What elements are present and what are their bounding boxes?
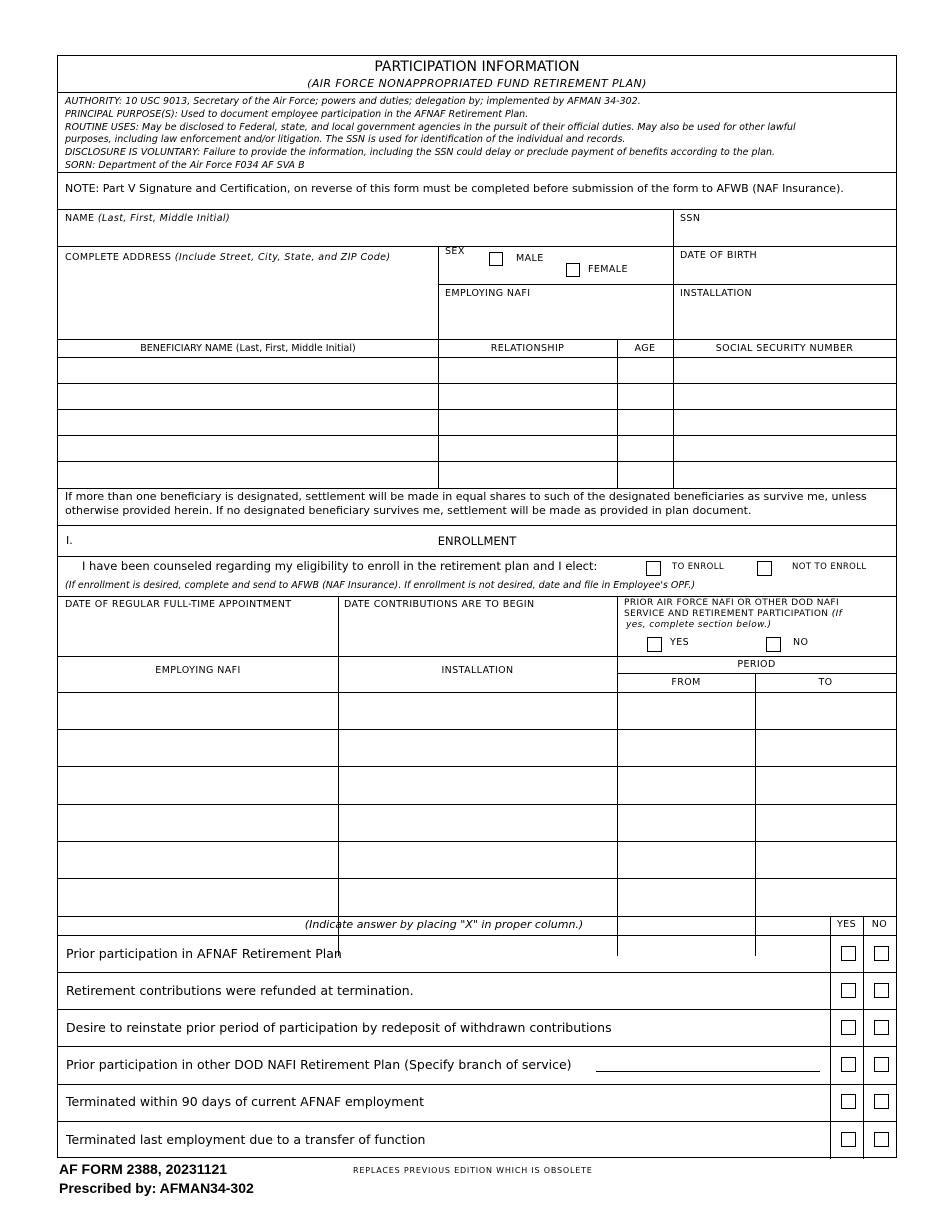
beneficiary-relationship-field[interactable] (439, 358, 616, 383)
prior-service-no-label: NO (793, 637, 809, 648)
installation-label: INSTALLATION (680, 288, 753, 299)
question-transfer-of-function: Terminated last employment due to a transfer of function (66, 1132, 426, 1147)
to-enroll-label: TO ENROLL (672, 562, 724, 572)
history-to-field[interactable] (756, 730, 895, 766)
address-field[interactable] (60, 266, 435, 338)
reinstate-yes-checkbox[interactable] (841, 1020, 856, 1035)
beneficiary-ssn-header: SOCIAL SECURITY NUMBER (715, 343, 854, 354)
beneficiary-ssn-field[interactable] (674, 410, 895, 435)
prior-service-label (624, 598, 894, 631)
question-contributions-refunded: Retirement contributions were refunded at termination. (66, 983, 414, 998)
history-nafi-field[interactable] (59, 730, 337, 766)
history-installation-header: INSTALLATION (441, 665, 514, 676)
page-title: PARTICIPATION INFORMATION (374, 59, 580, 75)
not-to-enroll-checkbox[interactable] (757, 561, 772, 576)
age-header: AGE (634, 343, 656, 354)
beneficiary-age-field[interactable] (618, 384, 672, 409)
terminated-90-days-yes-checkbox[interactable] (841, 1094, 856, 1109)
history-installation-field[interactable] (339, 805, 616, 841)
history-from-field[interactable] (618, 767, 754, 804)
beneficiary-age-field[interactable] (618, 358, 672, 383)
history-nafi-field[interactable] (59, 693, 337, 729)
contributions-refunded-yes-checkbox[interactable] (841, 983, 856, 998)
branch-of-service-field[interactable] (596, 1071, 820, 1072)
beneficiary-ssn-field[interactable] (674, 436, 895, 461)
replaces-notice: REPLACES PREVIOUS EDITION WHICH IS OBSOLETE (353, 1166, 593, 1175)
employing-nafi-label: EMPLOYING NAFI (445, 288, 531, 299)
history-to-field[interactable] (756, 842, 895, 878)
prior-service-label-line2: SERVICE AND RETIREMENT PARTICIPATION (624, 609, 829, 619)
beneficiary-age-field[interactable] (618, 410, 672, 435)
beneficiary-name-field[interactable] (59, 384, 437, 409)
female-checkbox[interactable] (566, 263, 580, 277)
yes-column-header: YES (836, 919, 857, 930)
form-2388 (57, 55, 897, 1158)
beneficiary-relationship-field[interactable] (439, 462, 616, 487)
other-dod-nafi-no-checkbox[interactable] (874, 1057, 889, 1072)
questions-instruction: (Indicate answer by placing "X" in proper column.) (304, 918, 584, 931)
history-nafi-field[interactable] (59, 879, 337, 916)
name-label: NAME (Last, First, Middle Initial) (65, 213, 231, 224)
contributions-date-label: DATE CONTRIBUTIONS ARE TO BEGIN (344, 599, 535, 610)
purpose-text: PRINCIPAL PURPOSE(S): Used to document employee participation in the AFNAF Retirement Plan. (65, 108, 529, 120)
beneficiary-name-field[interactable] (59, 462, 437, 487)
page-subtitle: (AIR FORCE NONAPPROPRIATED FUND RETIREMENT PLAN) (307, 77, 647, 90)
relationship-header: RELATIONSHIP (490, 343, 565, 354)
settlement-line-1: If more than one beneficiary is designated, settlement will be made in equal shares to such of the designated beneficiaries as survive me, unless (65, 490, 867, 503)
history-nafi-field[interactable] (59, 842, 337, 878)
enrollment-section-title: ENROLLMENT (437, 534, 517, 548)
beneficiary-ssn-field[interactable] (674, 384, 895, 409)
beneficiary-name-field[interactable] (59, 410, 437, 435)
disclosure-text: DISCLOSURE IS VOLUNTARY: Failure to provide the information, including the SSN could delay or preclude payment of benefits according to the plan. (65, 147, 776, 159)
note-text: NOTE: Part V Signature and Certification, on reverse of this form must be completed before submission of the form to AFWB (NAF Insurance). (65, 182, 844, 195)
question-prior-afnaf: Prior participation in AFNAF Retirement Plan (66, 946, 342, 961)
prior-service-yes-checkbox[interactable] (647, 637, 662, 652)
section-number: I. (66, 534, 73, 547)
dob-field[interactable] (676, 263, 894, 283)
address-label: COMPLETE ADDRESS (Include Street, City, State, and ZIP Code) (65, 252, 391, 263)
beneficiary-name-field[interactable] (59, 436, 437, 461)
history-installation-field[interactable] (339, 879, 616, 916)
ssn-field[interactable] (676, 226, 894, 245)
history-to-field[interactable] (756, 693, 895, 729)
contributions-date-field[interactable] (340, 613, 616, 655)
question-reinstate-participation: Desire to reinstate prior period of participation by redeposit of withdrawn contributions (66, 1020, 612, 1035)
history-installation-field[interactable] (339, 693, 616, 729)
history-installation-field[interactable] (339, 730, 616, 766)
sorn-text: SORN: Department of the Air Force F034 AF SVA B (65, 159, 305, 171)
prior-service-label-line1: PRIOR AIR FORCE NAFI OR OTHER DOD NAFI (624, 598, 840, 608)
history-from-field[interactable] (618, 879, 754, 916)
question-terminated-90-days: Terminated within 90 days of current AFNAF employment (66, 1094, 425, 1109)
female-label: FEMALE (588, 264, 628, 275)
beneficiary-relationship-field[interactable] (439, 384, 616, 409)
history-installation-field[interactable] (339, 767, 616, 804)
prior-service-yes-label: YES (670, 637, 690, 648)
contributions-refunded-no-checkbox[interactable] (874, 983, 889, 998)
male-checkbox[interactable] (489, 252, 503, 266)
transfer-of-function-yes-checkbox[interactable] (841, 1132, 856, 1147)
appointment-date-field[interactable] (60, 613, 336, 655)
history-from-field[interactable] (618, 842, 754, 878)
history-to-field[interactable] (756, 805, 895, 841)
history-to-field[interactable] (756, 879, 895, 916)
beneficiary-ssn-field[interactable] (674, 462, 895, 487)
prior-service-hint: (If (831, 609, 843, 619)
history-from-field[interactable] (618, 805, 754, 841)
terminated-90-days-no-checkbox[interactable] (874, 1094, 889, 1109)
transfer-of-function-no-checkbox[interactable] (874, 1132, 889, 1147)
dob-label: DATE OF BIRTH (680, 250, 758, 261)
settlement-line-2: otherwise provided herein. If no designated beneficiary survives me, settlement will be made as provided in plan document. (65, 504, 752, 517)
appointment-date-label: DATE OF REGULAR FULL-TIME APPOINTMENT (65, 599, 292, 610)
prescribed-by: Prescribed by: AFMAN34-302 (59, 1180, 254, 1196)
enrollment-instruction: (If enrollment is desired, complete and send to AFWB (NAF Insurance). If enrollment is not desired, date and file in Employee's OPF.) (65, 580, 696, 591)
to-enroll-checkbox[interactable] (646, 561, 661, 576)
question-other-dod-nafi: Prior participation in other DOD NAFI Retirement Plan (Specify branch of service) (66, 1057, 572, 1072)
prior-service-no-checkbox[interactable] (766, 637, 781, 652)
form-identifier: AF FORM 2388, 20231121 (59, 1161, 228, 1177)
period-header: PERIOD (737, 659, 776, 670)
history-from-field[interactable] (618, 693, 754, 729)
history-nafi-field[interactable] (59, 805, 337, 841)
not-to-enroll-label: NOT TO ENROLL (792, 562, 867, 572)
installation-field[interactable] (676, 301, 894, 338)
history-employing-nafi-header: EMPLOYING NAFI (155, 665, 241, 676)
prior-afnaf-no-checkbox[interactable] (874, 946, 889, 961)
ssn-label: SSN (680, 213, 701, 224)
prior-service-hint-cont: yes, complete section below.) (626, 620, 772, 630)
beneficiary-age-field[interactable] (618, 436, 672, 461)
prior-afnaf-yes-checkbox[interactable] (841, 946, 856, 961)
beneficiary-age-field[interactable] (618, 462, 672, 487)
other-dod-nafi-yes-checkbox[interactable] (841, 1057, 856, 1072)
beneficiary-relationship-field[interactable] (439, 410, 616, 435)
elect-statement: I have been counseled regarding my eligibility to enroll in the retirement plan and I elect: (82, 559, 598, 573)
settlement-statement (65, 490, 893, 518)
male-label: MALE (516, 253, 544, 264)
period-from-header: FROM (671, 677, 701, 688)
beneficiary-name-field[interactable] (59, 358, 437, 383)
authority-text: AUTHORITY: 10 USC 9013, Secretary of the Air Force; powers and duties; delegation by; implemented by AFMAN 34-302. (65, 96, 641, 107)
routine-uses-text-cont: purposes, including law enforcement and/or litigation. The SSN is used for identification of the individual and records. (65, 134, 626, 146)
beneficiary-ssn-field[interactable] (674, 358, 895, 383)
reinstate-no-checkbox[interactable] (874, 1020, 889, 1035)
beneficiary-name-header: BENEFICIARY NAME (Last, First, Middle Initial) (140, 343, 356, 354)
no-column-header: NO (871, 919, 888, 930)
sex-label: SEX (445, 246, 465, 257)
history-nafi-field[interactable] (59, 767, 337, 804)
history-from-field[interactable] (618, 730, 754, 766)
beneficiary-relationship-field[interactable] (439, 436, 616, 461)
period-to-header: TO (818, 677, 833, 688)
employing-nafi-field[interactable] (441, 301, 671, 338)
history-to-field[interactable] (756, 767, 895, 804)
privacy-act-statement (65, 96, 893, 173)
name-field[interactable] (60, 226, 670, 245)
history-installation-field[interactable] (339, 842, 616, 878)
routine-uses-text: ROUTINE USES: May be disclosed to Federal, state, and local government agencies in the pursuit of their official duties. May also be used for other lawful (65, 121, 796, 133)
